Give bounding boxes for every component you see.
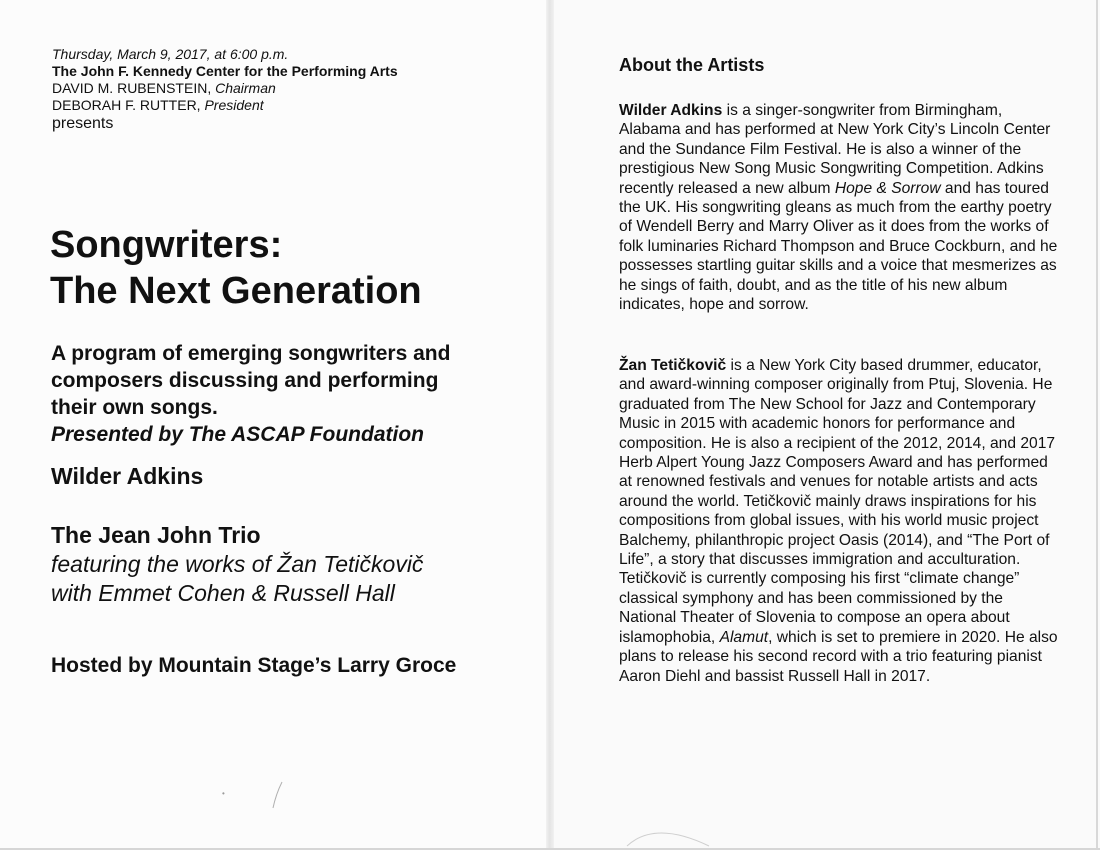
performer-wilder-adkins: Wilder Adkins bbox=[51, 463, 204, 489]
presents-label: presents bbox=[52, 115, 114, 132]
about-artists-heading: About the Artists bbox=[619, 55, 765, 75]
bio-name: Wilder Adkins bbox=[619, 102, 723, 119]
paper-speck: • bbox=[222, 789, 225, 798]
album-title: Hope & Sorrow bbox=[834, 179, 941, 197]
program-description bbox=[51, 340, 531, 448]
bio-text: and has toured the UK. His songwriting gleans as much from the earthy poetry of Wendell Berry and Marry Oliver as it does from the works of folk luminaries Richard Thompson and Bruce Cockburn, and he possesses startling guitar skills and a voice that mesmerizes as he sings of faith, doubt, and as the title of his new album indicates, hope and sorrow. bbox=[619, 179, 1058, 314]
bio-name: Žan Tetičkovič bbox=[619, 357, 727, 374]
title-line-1: Songwriters: bbox=[50, 224, 283, 266]
host-credit: Hosted by Mountain Stage’s Larry Groce bbox=[51, 654, 457, 677]
program-title bbox=[50, 222, 530, 314]
featuring-line-2: with Emmet Cohen & Russell Hall bbox=[51, 580, 395, 606]
chairman-line: DAVID M. RUBENSTEIN, Chairman bbox=[52, 80, 276, 96]
paper-crease-mark bbox=[625, 818, 715, 848]
description-line-3: their own songs. bbox=[51, 396, 218, 419]
bio-text: is a singer-songwriter from Birmingham, Alabama and has performed at New York City’s Lincoln Center and the Sundance Film Festival. He is also a winner of the prestigious New Song Music Songwriting Competition. Adkins recently released a new album bbox=[619, 102, 1051, 197]
bio-text: , which is set to premiere in 2020. He also plans to release his second record with a trio featuring pianist Aaron Diehl and bassist Russell Hall in 2017. bbox=[619, 628, 1058, 685]
paper-scratch bbox=[270, 780, 284, 810]
bio-zan-tetickovic bbox=[619, 356, 1059, 686]
performer-jean-john-trio: The Jean John Trio bbox=[51, 522, 261, 548]
opera-title: Alamut bbox=[719, 628, 769, 646]
description-line-1: A program of emerging songwriters and bbox=[51, 342, 451, 365]
page-fold bbox=[546, 0, 554, 850]
featuring-line-1: featuring the works of Žan Tetičkovič bbox=[51, 551, 424, 577]
president-line: DEBORAH F. RUTTER, President bbox=[52, 97, 264, 113]
title-line-2: The Next Generation bbox=[50, 270, 422, 312]
page-edge bbox=[1096, 0, 1098, 850]
presented-by: Presented by The ASCAP Foundation bbox=[51, 423, 424, 446]
event-date: Thursday, March 9, 2017, at 6:00 p.m. bbox=[52, 46, 289, 62]
featuring-credits bbox=[51, 550, 531, 608]
program-header bbox=[52, 46, 512, 134]
venue-name: The John F. Kennedy Center for the Performing Arts bbox=[52, 63, 398, 79]
bio-wilder-adkins bbox=[619, 101, 1059, 314]
bio-text: is a New York City based drummer, educator, and award-winning composer originally from Ptuj, Slovenia. He graduated from The New School for Jazz and Contemporary Music in 2015 with academic honors for performance and composition. He is also a recipient of the 2012, 2014, and 2017 Herb Alpert Young Jazz Composers Award and has performed at renowned festivals and venues for notable artists and acts around the world. Tetičkovič mainly draws inspirations for his compositions from global issues, with his world music project Balchemy, philanthropic project Oasis (2014), and “The Port of Life”, a story that discusses immigration and acculturation. Tetičkovič is currently composing his first “climate change” classical symphony and has been commissioned by the National Theater of Slovenia to compose an opera about islamophobia, bbox=[619, 357, 1056, 646]
description-line-2: composers discussing and performing bbox=[51, 369, 439, 392]
